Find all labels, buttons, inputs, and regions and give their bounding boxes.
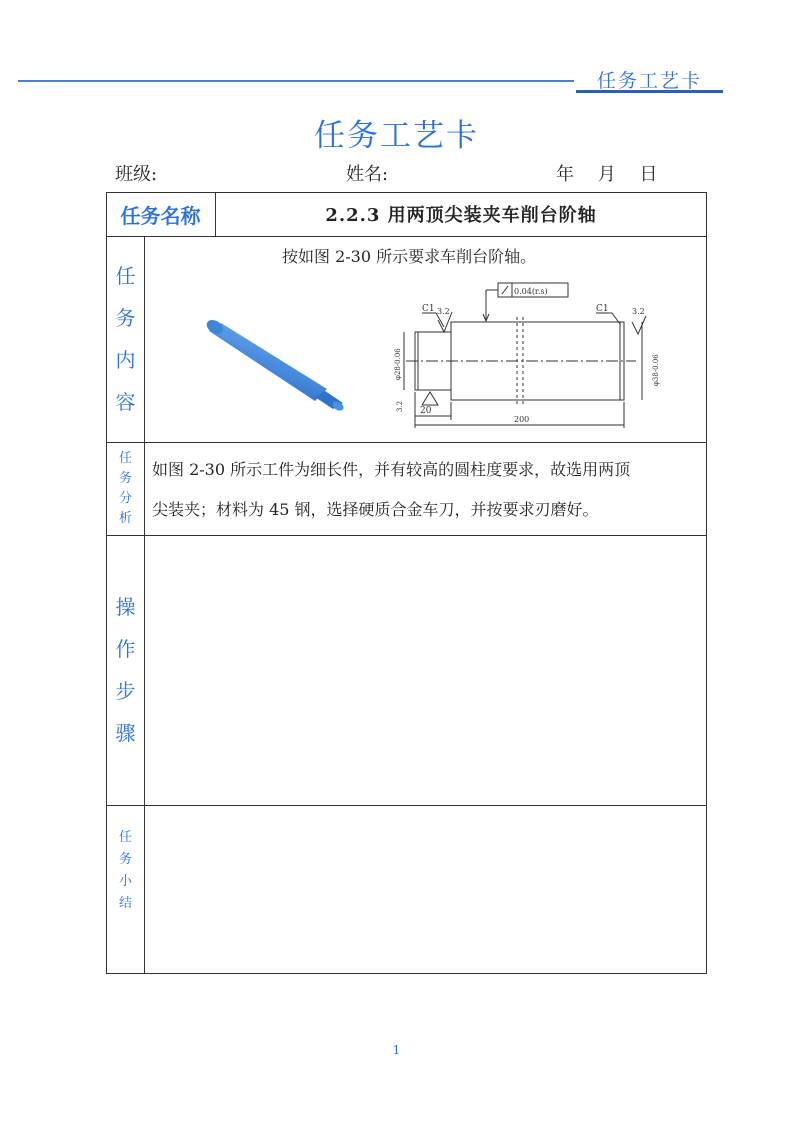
month-label: 月	[597, 164, 616, 185]
chamfer-left: C1	[422, 304, 435, 314]
task-analysis-text	[152, 450, 702, 530]
label-char: 操	[115, 595, 136, 619]
name-label: 姓名:	[346, 164, 389, 185]
roughness-bottom: 3.2	[396, 400, 404, 412]
dia-large: φ38-0.06	[652, 354, 660, 386]
table-border-right	[706, 192, 707, 974]
task-name-label: 任务名称	[120, 203, 201, 228]
task-content-caption: 按如图 2-30 所示要求车削台阶轴。	[282, 247, 537, 266]
roughness-left: 3.2	[437, 307, 450, 316]
year-label: 年	[556, 164, 574, 185]
analysis-line: 如图 2-30 所示工件为细长件，并有较高的圆柱度要求，故选用两顶	[152, 460, 631, 479]
label-char: 内	[115, 348, 136, 372]
task-analysis-label	[106, 442, 145, 535]
task-name-value: 2.2.3 用两顶尖装夹车削台阶轴	[325, 205, 597, 226]
task-content-label	[106, 236, 145, 442]
class-label: 班级:	[115, 164, 158, 185]
label-char: 任	[118, 450, 132, 466]
row-divider	[106, 442, 707, 443]
steps-label	[106, 535, 145, 805]
page-number: 1	[392, 1043, 401, 1057]
process-card-table	[106, 192, 707, 974]
label-char: 分	[118, 490, 132, 506]
label-char: 作	[115, 637, 136, 661]
date-labels	[556, 160, 675, 186]
page-title: 任务工艺卡	[314, 118, 479, 154]
tolerance-value: 0.04(r.s)	[514, 287, 548, 296]
analysis-line: 尖装夹；材料为 45 钢，选择硬质合金车刀，并按要求刃磨好。	[152, 500, 599, 519]
label-char: 小	[118, 874, 132, 889]
dia-small: φ28-0.06	[394, 348, 402, 380]
day-label: 日	[639, 164, 658, 185]
label-char: 务	[115, 306, 136, 330]
header-tag: 任务工艺卡	[576, 66, 723, 93]
technical-drawing	[374, 280, 674, 438]
label-char: 任	[118, 830, 132, 845]
label-char: 步	[115, 679, 136, 703]
row-divider	[106, 535, 707, 536]
table-border-bottom	[106, 973, 707, 974]
row-divider	[106, 236, 707, 237]
label-char: 析	[118, 510, 132, 526]
label-char: 结	[118, 896, 132, 911]
length-small: 20	[420, 406, 432, 416]
label-char: 务	[118, 852, 132, 867]
shaft-3d-image	[191, 317, 351, 427]
label-char: 任	[115, 264, 136, 288]
roughness-right: 3.2	[632, 307, 645, 316]
summary-label	[106, 805, 145, 974]
length-total: 200	[514, 415, 530, 424]
header-rule	[18, 80, 574, 82]
label-char: 容	[115, 390, 136, 414]
row-divider	[106, 805, 707, 806]
label-char: 务	[118, 470, 132, 486]
chamfer-right: C1	[596, 304, 609, 314]
label-char: 骤	[115, 721, 136, 745]
